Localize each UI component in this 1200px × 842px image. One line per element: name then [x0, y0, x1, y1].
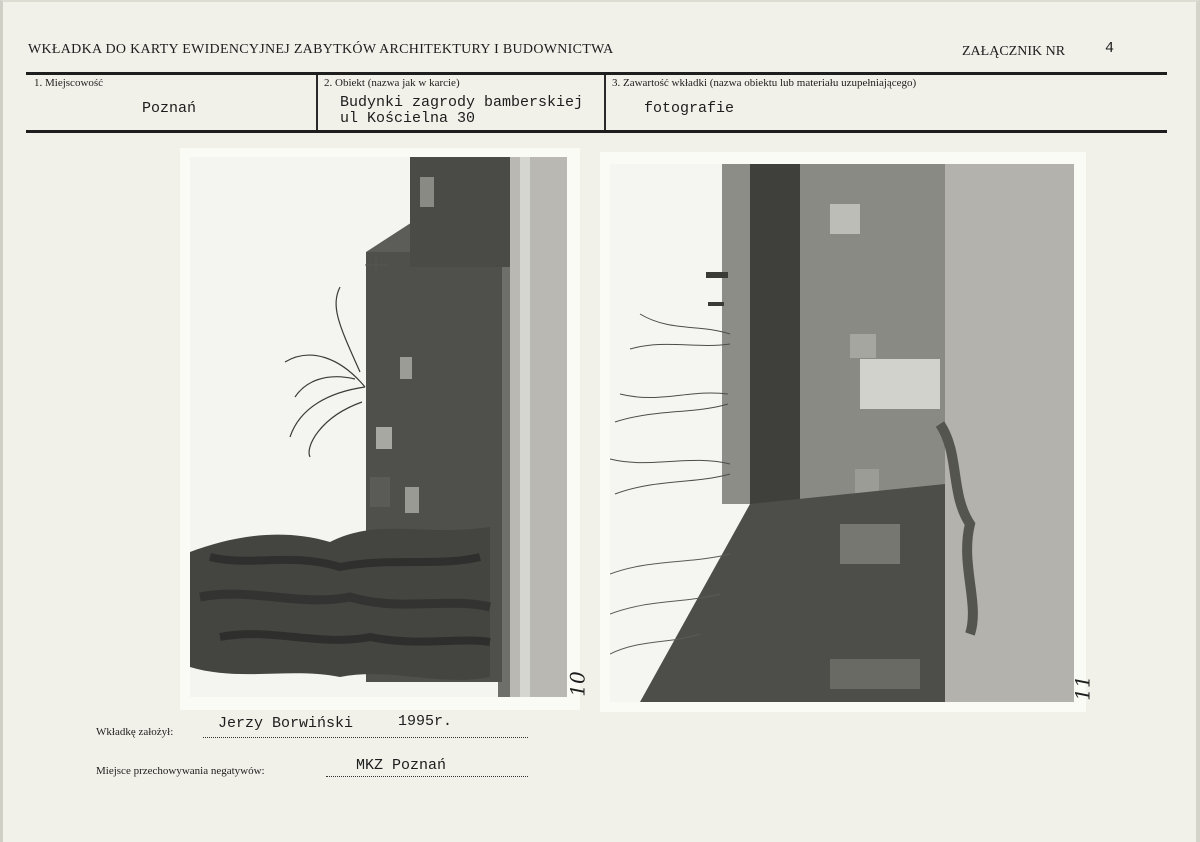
created-by-label: Wkładkę założył: — [96, 726, 174, 738]
locality-value: Poznań — [142, 100, 197, 117]
created-year: 1995r. — [398, 713, 453, 730]
field-divider — [316, 75, 318, 130]
photo-image — [610, 164, 1074, 702]
annex-label: ZAŁĄCZNIK NR — [962, 44, 1066, 59]
created-by-line — [203, 737, 528, 738]
header-rule-bottom — [26, 130, 1167, 133]
annex-number: 4 — [1105, 40, 1115, 57]
field-divider — [604, 75, 606, 130]
locality-label: 1. Miejscowość — [34, 77, 104, 89]
header-rule-top — [26, 72, 1167, 75]
photo-number: 11 — [1070, 675, 1095, 701]
photo-farmstead-buildings — [190, 157, 567, 697]
document-title: WKŁADKA DO KARTY EWIDENCYJNEJ ZABYTKÓW ARCHITEKTURY I BUDOWNICTWA — [28, 42, 614, 57]
created-by-value: Jerzy Borwiński — [218, 715, 354, 732]
photo-number: 10 — [565, 671, 590, 697]
photo-farmstead-courtyard — [610, 164, 1074, 702]
object-label: 2. Obiekt (nazwa jak w karcie) — [324, 77, 460, 89]
contents-label: 3. Zawartość wkładki (nazwa obiektu lub materiału uzupełniającego) — [612, 77, 917, 89]
contents-value: fotografie — [644, 100, 735, 117]
object-value-line1: Budynki zagrody bamberskiej — [340, 94, 584, 111]
negatives-value: MKZ Poznań — [356, 757, 447, 774]
photo-image — [190, 157, 567, 697]
negatives-line — [326, 776, 528, 777]
negatives-label: Miejsce przechowywania negatywów: — [96, 765, 265, 777]
object-value-line2: ul Kościelna 30 — [340, 110, 476, 127]
